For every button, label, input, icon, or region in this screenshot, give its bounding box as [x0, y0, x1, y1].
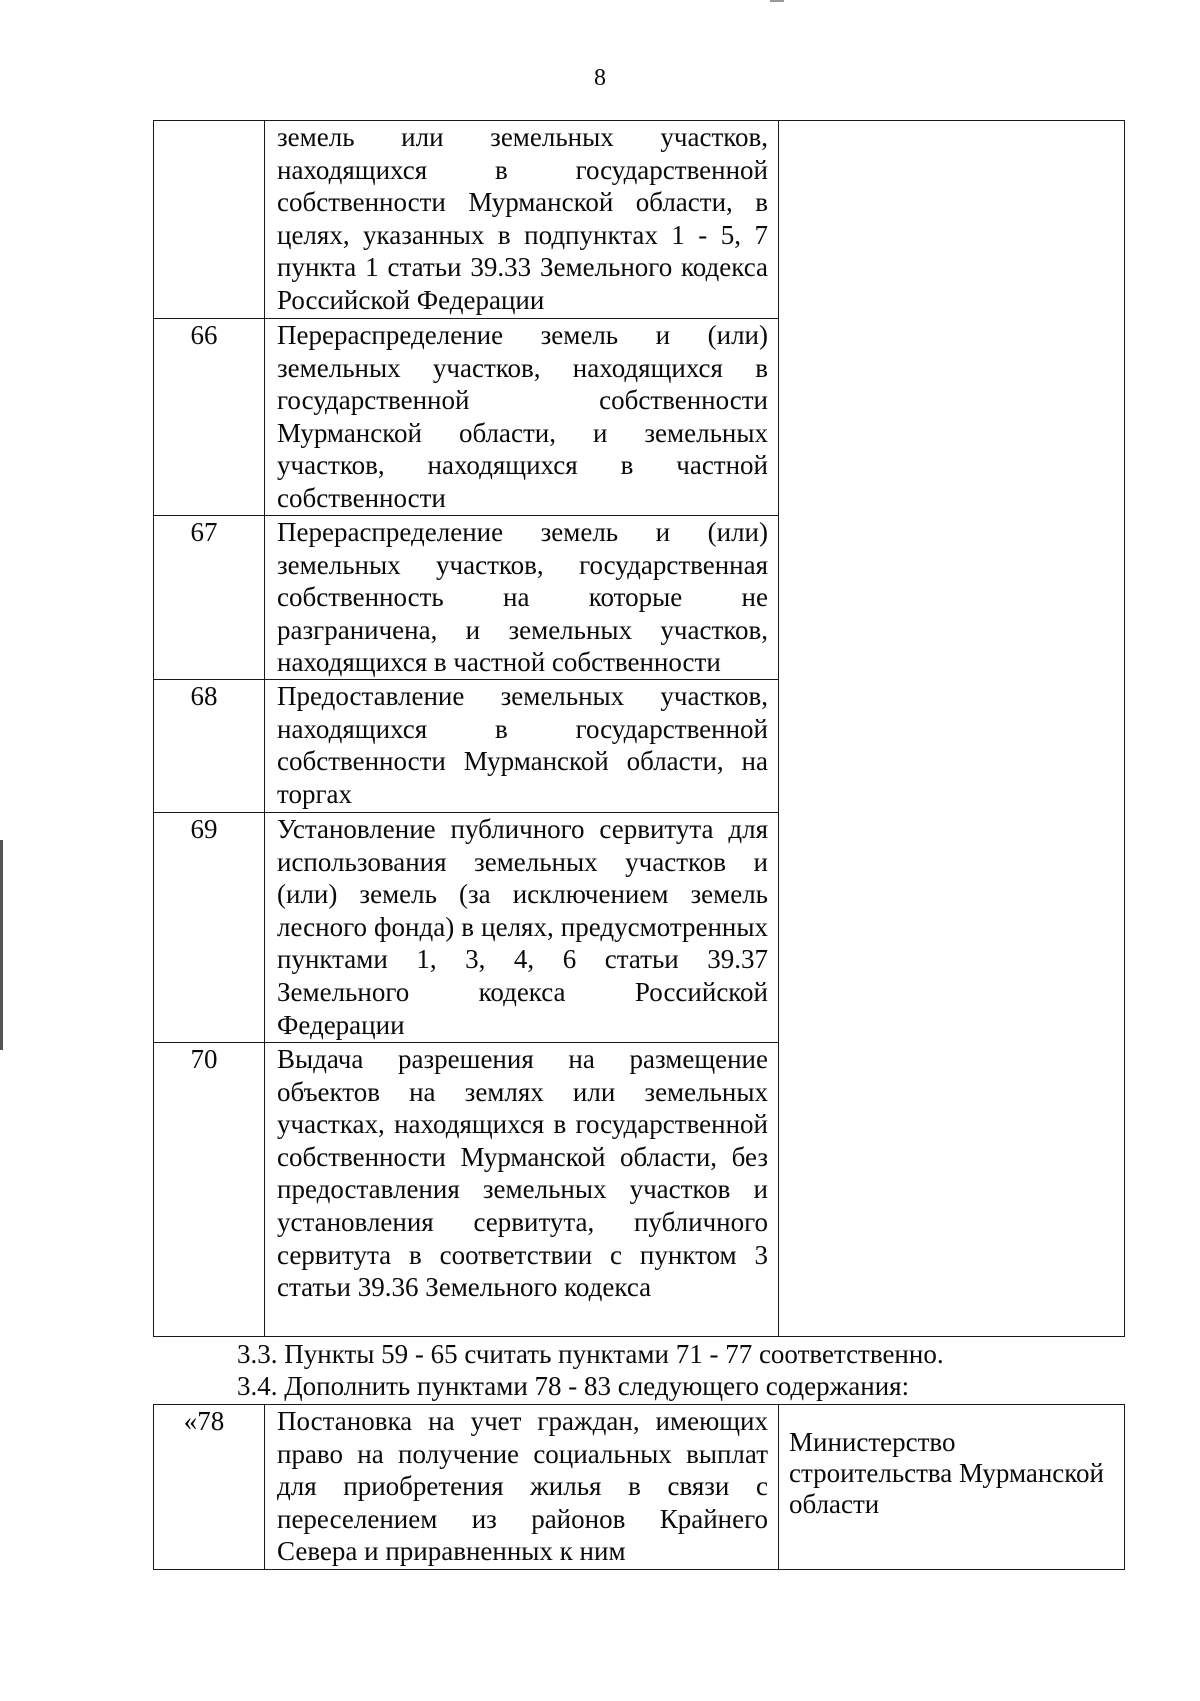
row-description: Предоставление земельных участков, находящихся в государственной собственности Мурманской области, на торгах	[277, 681, 768, 809]
row-description-cell	[265, 319, 779, 516]
row-description-cell	[265, 813, 779, 1043]
row-description-cell	[265, 121, 779, 319]
row-description: Перераспределение земель и (или) земельных участков, государственная собственность на которые не разграничена, и земельных участков, находящихся в частной собственности	[277, 517, 768, 678]
row-description: Перераспределение земель и (или) земельных участков, находящихся в государственной собственности Мурманской области, и земельных участков, находящихся в частной собственности	[277, 320, 768, 513]
row-number: 66	[190, 320, 218, 350]
table-row	[154, 1405, 1125, 1570]
row-description: земель или земельных участков, находящихся в государственной собственности Мурманской области, в целях, указанных в подпунктах 1 - 5, 7 пункта 1 статьи 39.33 Земельного кодекса Российской Федерации	[277, 122, 768, 315]
page-number: 8	[594, 65, 606, 91]
row-description-cell	[265, 516, 779, 680]
row-number: «78	[183, 1406, 225, 1436]
row-number-cell	[154, 516, 265, 680]
row-number-cell	[154, 1043, 265, 1337]
added-items-table	[153, 1404, 1125, 1570]
row-number-cell	[154, 1405, 265, 1570]
paragraph-3-4: 3.4. Дополнить пунктами 78 - 83 следующего содержания:	[237, 1371, 910, 1401]
row-number: 67	[190, 517, 218, 547]
responsible-body: Министерство строительства Мурманской области	[789, 1427, 1104, 1519]
row-description: Установление публичного сервитута для использования земельных участков и (или) земель (за исключением земель лесного фонда) в целях, предусмотренных пунктами 1, 3, 4, 6 статьи 39.37 Земельного кодекса Российской Федерации	[277, 814, 768, 1040]
row-description: Постановка на учет граждан, имеющих право на получение социальных выплат для приобретения жилья в связи с переселением из районов Крайнего Севера и приравненных к ним	[277, 1406, 768, 1567]
row-number: 68	[190, 681, 218, 711]
row-number: 69	[190, 814, 218, 844]
row-description-cell	[265, 1405, 779, 1570]
paragraph-3-3: 3.3. Пункты 59 - 65 считать пунктами 71 - 77 соответственно.	[237, 1339, 944, 1369]
row-number-cell	[154, 319, 265, 516]
responsible-body-cell	[779, 1405, 1125, 1570]
row-number-cell	[154, 121, 265, 319]
table-row	[154, 121, 1125, 319]
row-description-cell	[265, 1043, 779, 1337]
scan-mark-left-edge	[0, 840, 3, 1050]
responsible-body-cell	[779, 121, 1125, 1337]
services-table	[153, 120, 1125, 1337]
row-number: 70	[190, 1044, 218, 1074]
row-number-cell	[154, 680, 265, 813]
scan-mark-top	[770, 0, 784, 2]
row-number-cell	[154, 813, 265, 1043]
row-description-cell	[265, 680, 779, 813]
row-description: Выдача разрешения на размещение объектов на землях или земельных участках, находящихся в государственной собственности Мурманской области, без предоставления земельных участков и установления сервитута, публичного сервитута в соответствии с пунктом 3 статьи 39.36 Земельного кодекса	[277, 1044, 768, 1303]
